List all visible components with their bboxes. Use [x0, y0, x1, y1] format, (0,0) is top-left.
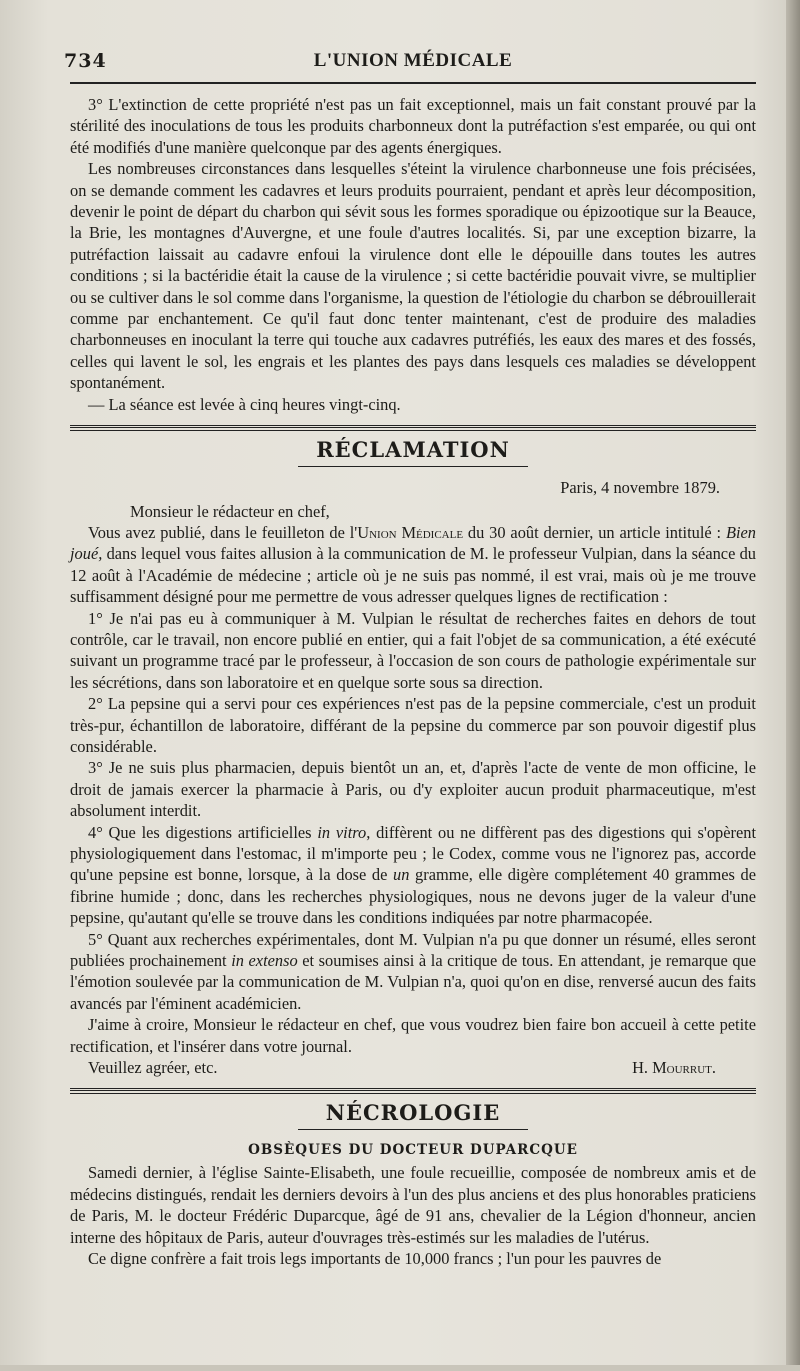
text-run: dans lequel vous faites allusion à la communication de M. le professeur Vulpian, dans la séance du 12 août à l'Académie de médecine ; article où je ne suis pas nommé, il est vrai, mais où je me trouve suffisamment désigné pour me permettre de vous adresser quelques lignes de rectification : — [70, 544, 756, 607]
necrologie-section — [70, 1162, 756, 1269]
text-run: gramme, elle digère complétement 40 grammes de fibrine humide ; donc, dans les recherches physiologiques, nous ne devons juger de la valeur d'une pepsine, qu'autant qu'elle se trouve dans les conditions indiquées par notre pharmacopée. — [70, 865, 756, 928]
reclamation-title: RÉCLAMATION — [316, 437, 510, 463]
intro-paragraph-1: 3° L'extinction de cette propriété n'est pas un fait exceptionnel, mais un fait constant prouvé par la stérilité des inoculations de tous les produits charbonneux dont la putréfaction s'est emparée, ou qui ont été modifiés d'une manière quelconque par des agents énergiques. — [70, 95, 756, 157]
letter-point-3: 3° Je ne suis plus pharmacien, depuis bientôt un an, et, d'après l'acte de vente de mon officine, le droit de jamais exercer la pharmacie à Paris, ou d'y exploiter aucun produit pharmaceutique, m'est absolument interdit. — [70, 758, 756, 821]
letter-paragraph-closing: J'aime à croire, Monsieur le rédacteur en chef, que vous voudrez bien faire bon accueil à cette petite rectification, et l'insérer dans votre journal. — [70, 1015, 756, 1056]
running-title: L'UNION MÉDICALE — [313, 50, 513, 71]
obituary-subheading: OBSÈQUES DU DOCTEUR DUPARCQUE — [248, 1142, 578, 1159]
necrologie-title: NÉCROLOGIE — [325, 1100, 501, 1126]
text-run: 4° Que les digestions artificielles — [88, 822, 318, 842]
letter-signature: H. Mourrut. — [632, 1058, 716, 1078]
page-number: 734 — [64, 50, 107, 72]
obituary-paragraph-1: Samedi dernier, à l'église Sainte-Elisabeth, une foule recueillie, composée de nombreux amis et de médecins distingués, rendait les derniers devoirs à l'un des plus anciens et des plus honorables praticiens de Paris, M. le docteur Frédéric Duparcque, âgé de 91 ans, chevalier de la Légion d'honneur, ancien interne des hôpitaux de Paris, auteur d'ouvrages très-estimés sur les maladies de l'utérus. — [70, 1163, 756, 1247]
letter-point-2: 2° La pepsine qui a servi pour ces expériences n'est pas de la pepsine commerciale, c'est un produit très-pur, échantillon de laboratoire, différant de la pepsine du commerce par son pouvoir digestif plus considérable. — [70, 694, 756, 756]
title-underline — [298, 466, 528, 467]
obituary-paragraph-2: Ce digne confrère a fait trois legs importants de 10,000 francs ; l'un pour les pauvres de — [88, 1249, 662, 1269]
journal-name: Union Médicale — [357, 522, 464, 542]
letter-point-1: 1° Je n'ai pas eu à communiquer à M. Vulpian le résultat de recherches faites en dehors de tout contrôle, car le travail, non encore publié en entier, qui a fait l'objet de sa communication, a été exécuté suivant un programme tracé par le professeur, à l'occasion de son cours de pathologie expérimentale sur les sécrétions, dans son laboratoire et en quelque sorte sous sa direction. — [70, 608, 756, 692]
letter-dateline: Paris, 4 novembre 1879. — [560, 478, 720, 498]
page-header — [64, 42, 756, 84]
italic-term: in extenso — [231, 951, 298, 971]
letter-paragraph-1 — [70, 522, 756, 608]
intro-paragraph-2: Les nombreuses circonstances dans lesquelles s'éteint la virulence charbonneuse une fois précisées, on se demande comment les cadavres et leurs produits pourraient, pendant et après leur décomposition, devenir le point de départ du charbon qui sévit sous les formes sporadique ou épizootique sur la Beauce, la Brie, les montagnes d'Auvergne, et une foule d'autres localités. Si, par une exception bizarre, la putréfaction laissait au cadavre enfoui la virulence dont elle le dépouille dans toutes les autres conditions ; si la bactéridie était la cause de la virulence ; si cette bactéridie pouvait vivre, se multiplier ou se cultiver dans le sol comme dans l'organisme, la question de l'étiologie du charbon se débrouillerait comme par enchantement. Ce qu'il faut donc tenter maintenant, c'est de produire des maladies charbonneuses en inoculant la terre qui touche aux cadavres putréfiés, les eaux des mares et des fossés, celles qui lavent le sol, les engrais et les plantes des pays dans lesquels ces maladies se développent spontanément. — [70, 159, 756, 393]
letter-salutation: Monsieur le rédacteur en chef, — [130, 501, 330, 521]
section-divider — [70, 425, 756, 431]
text-run: , diffèrent ou ne diffèrent pas des digestions qui s'opèrent physiologiquement dans l'estomac, il m'importe peu ; le Codex, comme vous ne l'ignorez pas, accorde qu'une pepsine est bonne, lorsque, à la dose de — [70, 822, 756, 885]
page-bottom-edge — [0, 1365, 800, 1371]
seance-closing-line: — La séance est levée à cinq heures vingt-cinq. — [88, 394, 401, 414]
title-underline — [298, 1129, 528, 1130]
letter-point-5 — [70, 929, 756, 1015]
text-run: et soumises ainsi à la critique de tous. En attendant, je remarque que l'émotion soulevée par la communication de M. Vulpian n'a, quoi qu'on en dise, renversé aucun des faits avancés par l'éminent académicien. — [70, 951, 756, 1013]
text-run: 5° Quant aux recherches expérimentales, dont M. Vulpian n'a pu que donner un résumé, elles seront publiées prochainement — [70, 929, 756, 971]
section-divider — [70, 1088, 756, 1094]
intro-section — [70, 94, 756, 415]
text-run: du 30 août dernier, un article intitulé : — [463, 522, 726, 542]
letter-closing: Veuillez agréer, etc. — [88, 1058, 218, 1078]
reclamation-section — [70, 477, 756, 1078]
article-title: Bien joué, — [70, 522, 756, 564]
signature-row — [70, 1057, 756, 1078]
italic-term: in vitro — [317, 822, 367, 842]
book-spine-edge — [786, 0, 800, 1371]
text-run: Vous avez publié, dans le feuilleton de l' — [88, 522, 358, 542]
italic-term: un — [393, 865, 410, 885]
letter-point-4 — [70, 822, 756, 929]
